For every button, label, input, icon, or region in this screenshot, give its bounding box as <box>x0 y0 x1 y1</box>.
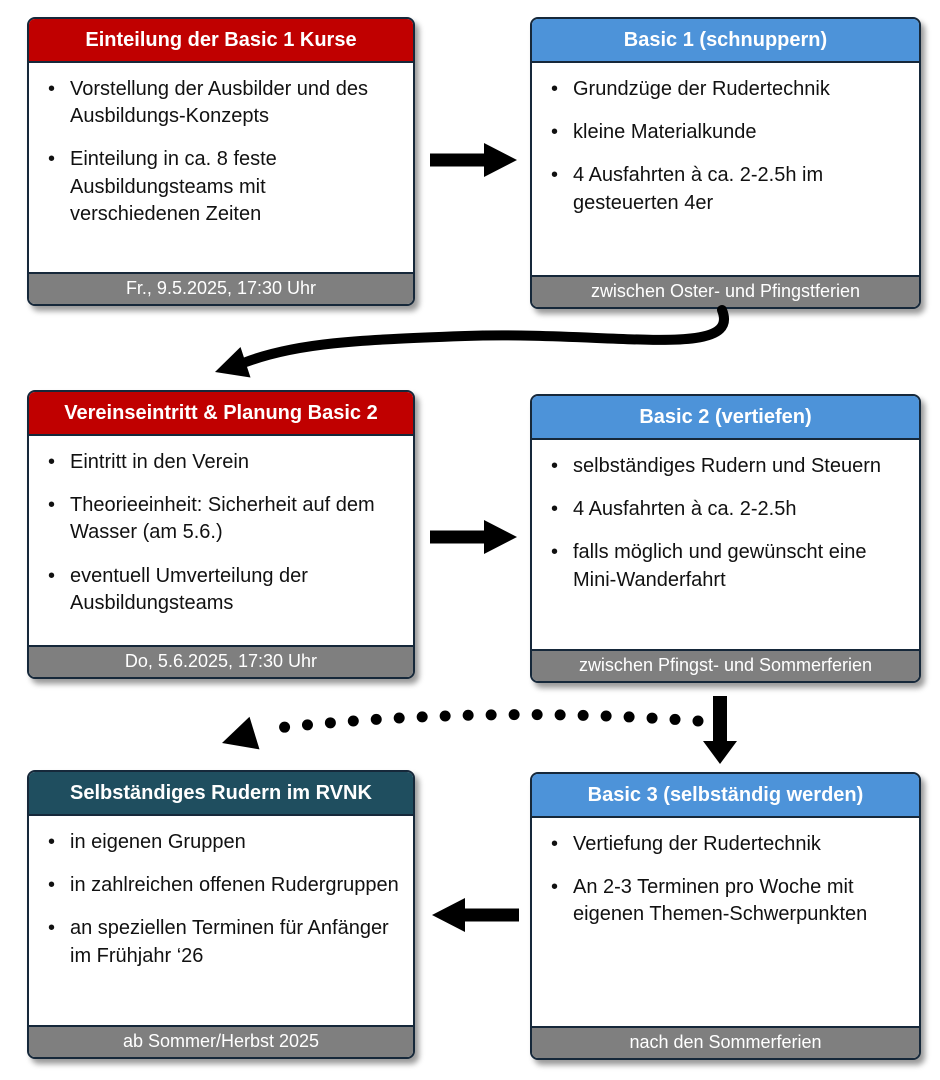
bullet-item: • Vorstellung der Ausbilder und des Ausbildungs-Konzepts <box>43 76 401 130</box>
bullet-list <box>546 76 907 217</box>
arrow-down-icon <box>703 696 737 764</box>
bullet-list <box>43 76 401 228</box>
arrow-dotted-head-icon <box>222 717 260 750</box>
arrow-right-icon <box>430 520 517 554</box>
flow-box-basic2 <box>530 394 921 683</box>
bullet-item: • eventuell Umverteilung der Ausbildungsteams <box>43 563 401 617</box>
bullet-item: • An 2-3 Terminen pro Woche mit eigenen Themen-Schwerpunkten <box>546 874 907 928</box>
flow-box-basic3 <box>530 772 921 1060</box>
box-body <box>532 818 919 1026</box>
bullet-item: • Eintritt in den Verein <box>43 449 401 476</box>
flow-box-vereinseintritt <box>27 390 415 679</box>
box-header: Selbständiges Rudern im RVNK <box>29 772 413 816</box>
arrow-left-icon <box>432 898 519 932</box>
flow-box-einteilung-basic1 <box>27 17 415 306</box>
box-footer: zwischen Pfingst- und Sommerferien <box>532 649 919 681</box>
bullet-item: • in eigenen Gruppen <box>43 829 401 856</box>
box-body <box>29 816 413 1025</box>
box-body <box>532 63 919 275</box>
bullet-item: • 4 Ausfahrten à ca. 2-2.5h <box>546 496 907 523</box>
box-footer: Fr., 9.5.2025, 17:30 Uhr <box>29 272 413 304</box>
arrow-dotted-icon <box>268 715 698 729</box>
box-header: Einteilung der Basic 1 Kurse <box>29 19 413 63</box>
box-header: Basic 2 (vertiefen) <box>532 396 919 440</box>
arrow-curved-head-icon <box>215 347 251 378</box>
flow-box-basic1 <box>530 17 921 309</box>
box-footer: zwischen Oster- und Pfingstferien <box>532 275 919 307</box>
bullet-list <box>546 453 907 594</box>
bullet-item: • kleine Materialkunde <box>546 119 907 146</box>
bullet-list <box>43 449 401 617</box>
box-footer: ab Sommer/Herbst 2025 <box>29 1025 413 1057</box>
bullet-item: • Vertiefung der Rudertechnik <box>546 831 907 858</box>
bullet-item: • Theorieeinheit: Sicherheit auf dem Wasser (am 5.6.) <box>43 492 401 546</box>
box-body <box>29 436 413 645</box>
flow-box-selbstaendiges-rudern <box>27 770 415 1059</box>
bullet-item: • an speziellen Terminen für Anfänger im Frühjahr ‘26 <box>43 915 401 969</box>
bullet-item: • 4 Ausfahrten à ca. 2-2.5h im gesteuerten 4er <box>546 162 907 216</box>
bullet-item: • selbständiges Rudern und Steuern <box>546 453 907 480</box>
bullet-item: • falls möglich und gewünscht eine Mini-Wanderfahrt <box>546 539 907 593</box>
bullet-item: • in zahlreichen offenen Rudergruppen <box>43 872 401 899</box>
bullet-list <box>43 829 401 970</box>
bullet-item: • Einteilung in ca. 8 feste Ausbildungsteams mit verschiedenen Zeiten <box>43 146 401 228</box>
box-footer: Do, 5.6.2025, 17:30 Uhr <box>29 645 413 677</box>
box-header: Vereinseintritt & Planung Basic 2 <box>29 392 413 436</box>
arrow-curved-icon <box>246 310 724 362</box>
bullet-item: • Grundzüge der Rudertechnik <box>546 76 907 103</box>
box-footer: nach den Sommerferien <box>532 1026 919 1058</box>
box-header: Basic 3 (selbständig werden) <box>532 774 919 818</box>
box-header: Basic 1 (schnuppern) <box>532 19 919 63</box>
bullet-list <box>546 831 907 929</box>
arrow-right-icon <box>430 143 517 177</box>
box-body <box>532 440 919 649</box>
box-body <box>29 63 413 272</box>
